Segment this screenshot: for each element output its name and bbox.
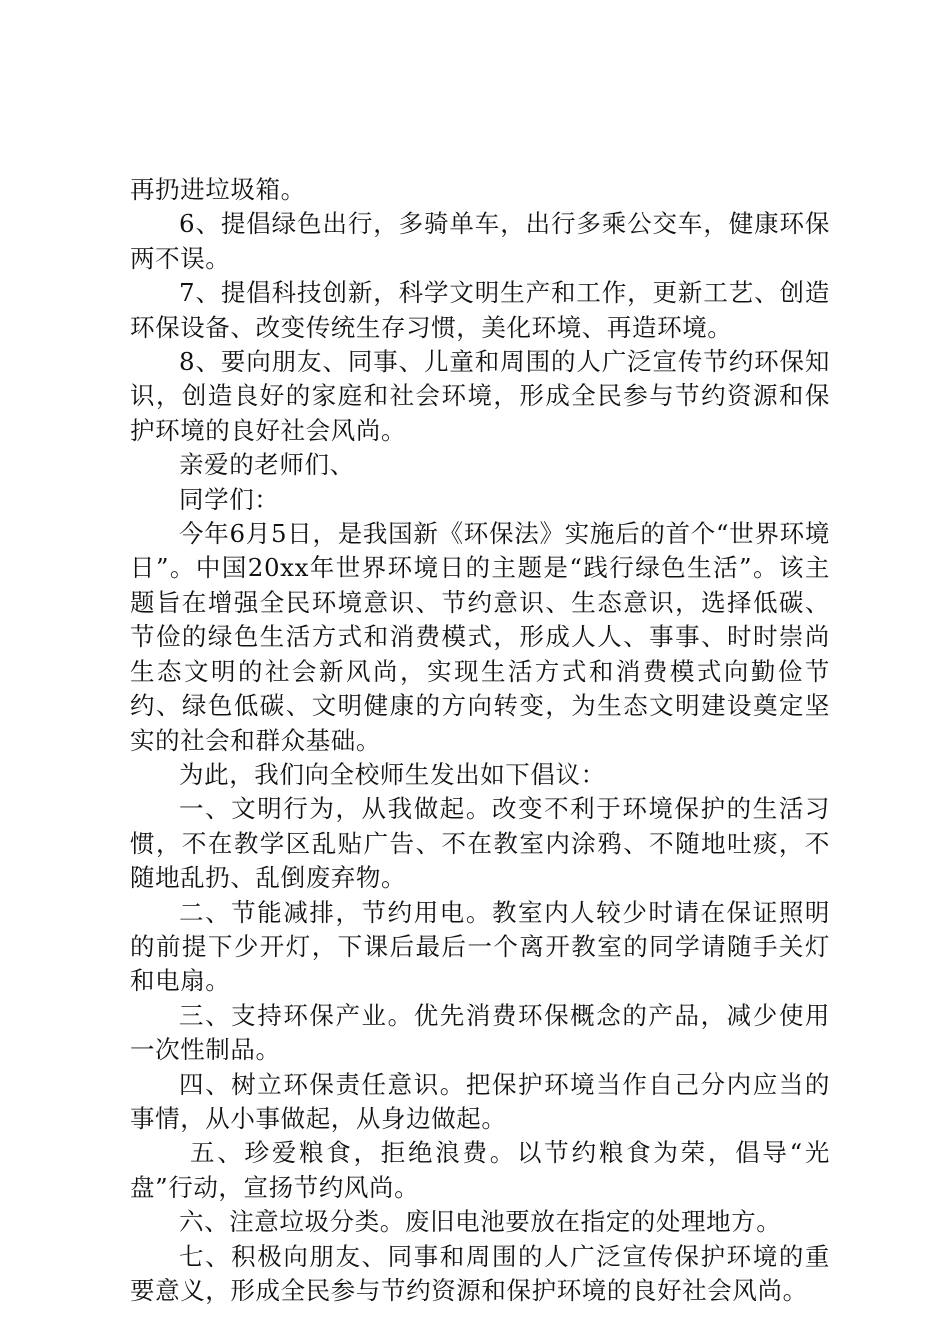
proposal-item-2: 二、节能减排，节约用电。教室内人较少时请在保证照明的前提下少开灯，下课后最后一个离开教室的同学请随手关灯和电扇。	[130, 897, 830, 996]
paragraph-item-7: 7、提倡科技创新，科学文明生产和工作，更新工艺、创造环保设备、改变传统生存习惯，美化环境、再造环境。	[130, 278, 830, 342]
salutation-students: 同学们：	[179, 484, 280, 514]
proposal-item-1: 一、文明行为，从我做起。改变不利于环境保护的生活习惯，不在教学区乱贴广告、不在教室内涂鸦、不随地吐痰，不随地乱扔、乱倒废弃物。	[130, 794, 830, 893]
proposal-item-7: 七、积极向朋友、同事和周围的人广泛宣传保护环境的重要意义，形成全民参与节约资源和保护环境的良好社会风尚。	[130, 1241, 830, 1305]
proposal-item-3: 三、支持环保产业。优先消费环保概念的产品，减少使用一次性制品。	[130, 1000, 830, 1065]
document-body	[130, 173, 830, 1308]
paragraph-item-8: 8、要向朋友、同事、儿童和周围的人广泛宣传节约环保知识，创造良好的家庭和社会环境，形成全民参与节约资源和保护环境的良好社会风尚。	[130, 347, 830, 445]
paragraph-continuation: 再扔进垃圾箱。	[130, 175, 306, 204]
paragraph-intro: 今年6月5日，是我国新《环保法》实施后的首个“世界环境日”。中国20xx年世界环境日的主题是“践行绿色生活”。该主题旨在增强全民环境意识、节约意识、生态意识，选择低碳、节俭的绿色生活方式和消费模式，形成人人、事事、时时崇尚生态文明的社会新风尚，实现生活方式和消费模式向勤俭节约、绿色低碳、文明健康的方向转变，为生态文明建设奠定坚实的社会和群众基础。	[130, 519, 830, 755]
proposal-item-5: 五、珍爱粮食，拒绝浪费。以节约粮食为荣，倡导“光盘”行动，宣扬节约风尚。	[130, 1138, 830, 1202]
paragraph-item-6: 6、提倡绿色出行，多骑单车，出行多乘公交车，健康环保两不误。	[130, 209, 830, 273]
paragraph-proposal-lead: 为此，我们向全校师生发出如下倡议：	[179, 759, 606, 789]
salutation-teachers: 亲爱的老师们、	[179, 450, 355, 480]
proposal-item-6: 六、注意垃圾分类。废旧电池要放在指定的处理地方。	[179, 1207, 782, 1237]
proposal-item-4: 四、树立环保责任意识。把保护环境当作自己分内应当的事情，从小事做起，从身边做起。	[130, 1069, 830, 1133]
